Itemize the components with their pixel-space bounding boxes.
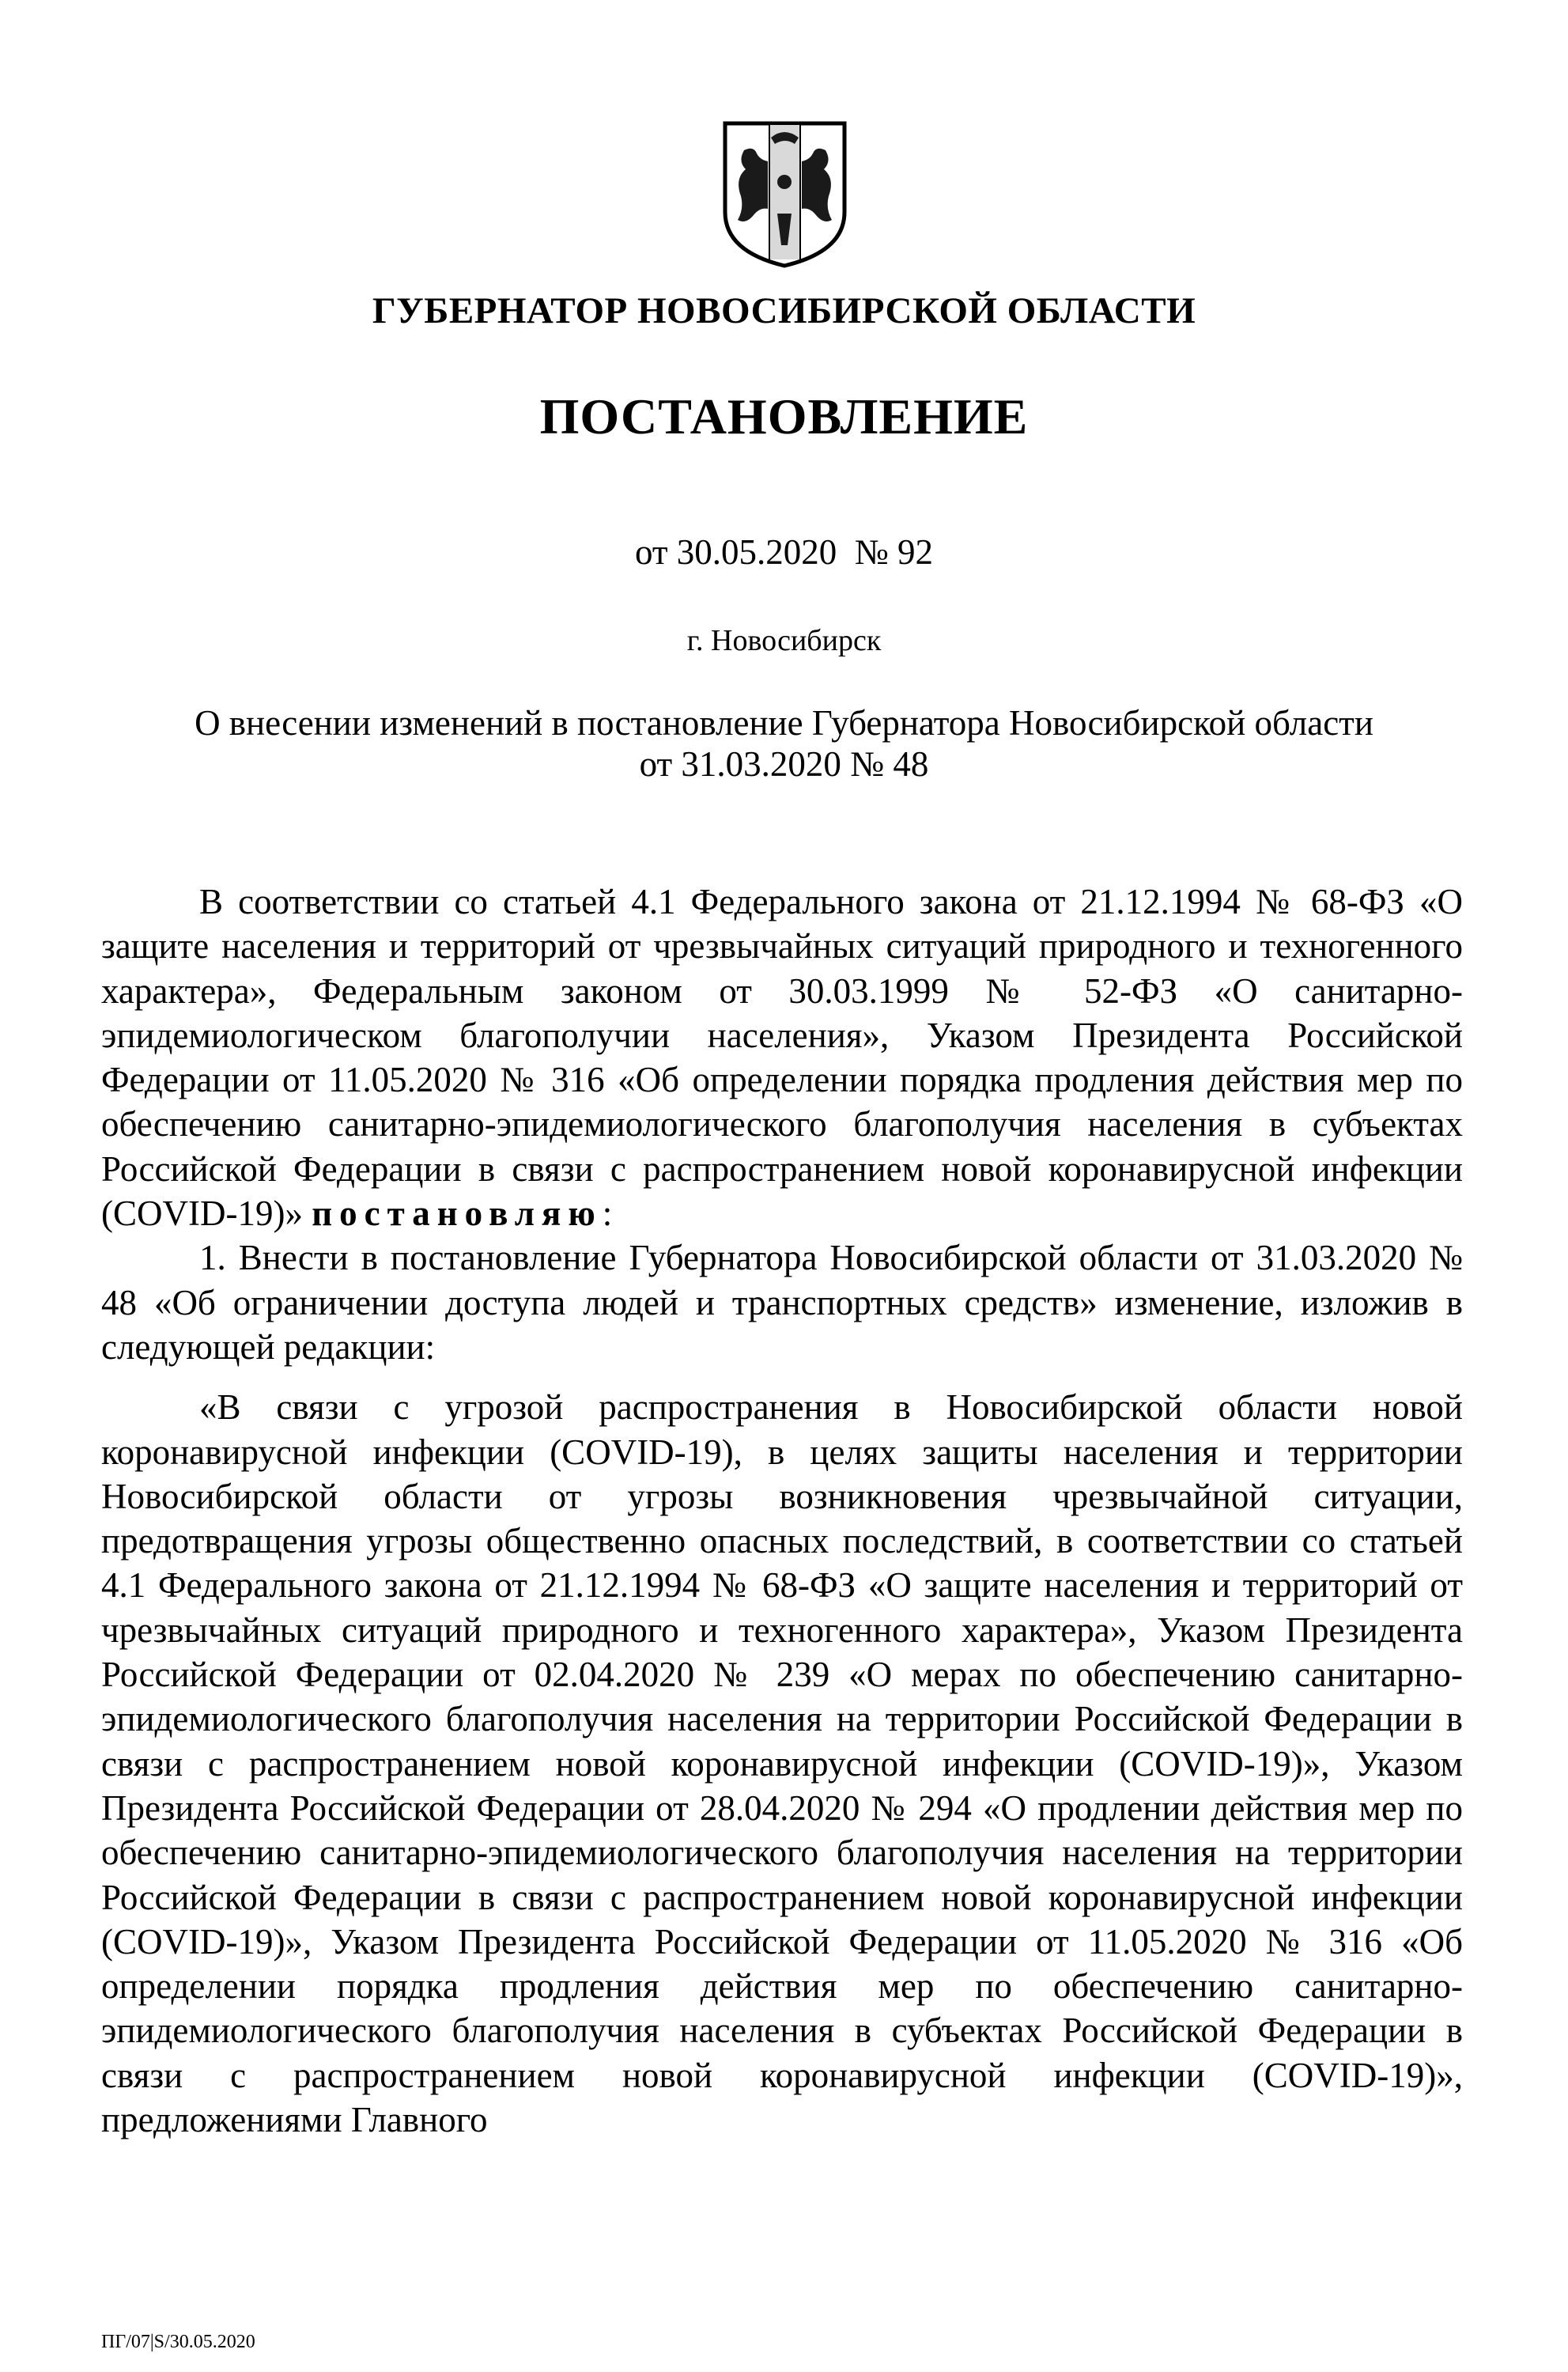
coat-of-arms-icon [720,119,849,269]
decree-colon: : [602,1194,613,1234]
item-1-paragraph: 1. Внести в постановление Губернатора Новосибирской области от 31.03.2020 № 48 «Об ограничении доступа людей и транспортных средств» изменение, изложив в следующей редакции: [101,1238,1463,1367]
preamble-text: В соответствии со статьей 4.1 Федерального закона от 21.12.1994 № 68-ФЗ «О защите населения и территорий от чрезвычайных ситуаций природного и техногенного характера», Федеральным законом от 30.03.1999 № 52-ФЗ «О санитарно-эпидемиологическом благополучии населения», Указом Президента Российской Федерации от 11.05.2020 № 316 «Об определении порядка продления действия мер по обеспечению санитарно-эпидемиологического благополучия населения в субъектах Российской Федерации в связи с распространением новой коронавирусной инфекции (COVID-19)» [101,882,1463,1234]
issuing-authority: ГУБЕРНАТОР НОВОСИБИРСКОЙ ОБЛАСТИ [372,290,1196,331]
document-subject [0,702,1568,785]
subject-line-1: О внесении изменений в постановление Губернатора Новосибирской области [195,703,1373,743]
footer-doc-code: ПГ/07|S/30.05.2020 [101,2332,255,2352]
quoted-text-paragraph: «В связи с угрозой распространения в Новосибирской области новой коронавирусной инфекции (COVID-19), в целях защиты населения и территории Новосибирской области от угрозы возникновения чрезвычайной ситуации, предотвращения угрозы общественно опасных последствий, в соответствии со статьей 4.1 Федерального закона от 21.12.1994 № 68-ФЗ «О защите населения и территорий от чрезвычайных ситуаций природного и техногенного характера», Указом Президента Российской Федерации от 02.04.2020 № 239 «О мерах по обеспечению санитарно-эпидемиологического благополучия населения на территории Российской Федерации в связи с распространением новой коронавирусной инфекции (COVID-19)», Указом Президента Российской Федерации от 28.04.2020 № 294 «О продлении действия мер по обеспечению санитарно-эпидемиологического благополучия населения на территории Российской Федерации в связи с распространением новой коронавирусной инфекции (COVID-19)», Указом Президента Российской Федерации от 11.05.2020 № 316 «Об определении порядка продления действия мер по обеспечению санитарно-эпидемиологического благополучия населения в субъектах Российской Федерации в связи с распространением новой коронавирусной инфекции (COVID-19)», предложениями Главного [101,1387,1463,2140]
document-type: ПОСТАНОВЛЕНИЕ [539,388,1029,445]
subject-line-2: от 31.03.2020 № 48 [639,744,929,784]
decree-word: постановляю [312,1194,603,1234]
preamble-paragraph [101,880,1463,1235]
document-date-number: от 30.05.2020 № 92 [634,532,933,572]
document-city: г. Новосибирск [686,624,882,657]
document-body [101,880,1463,2142]
